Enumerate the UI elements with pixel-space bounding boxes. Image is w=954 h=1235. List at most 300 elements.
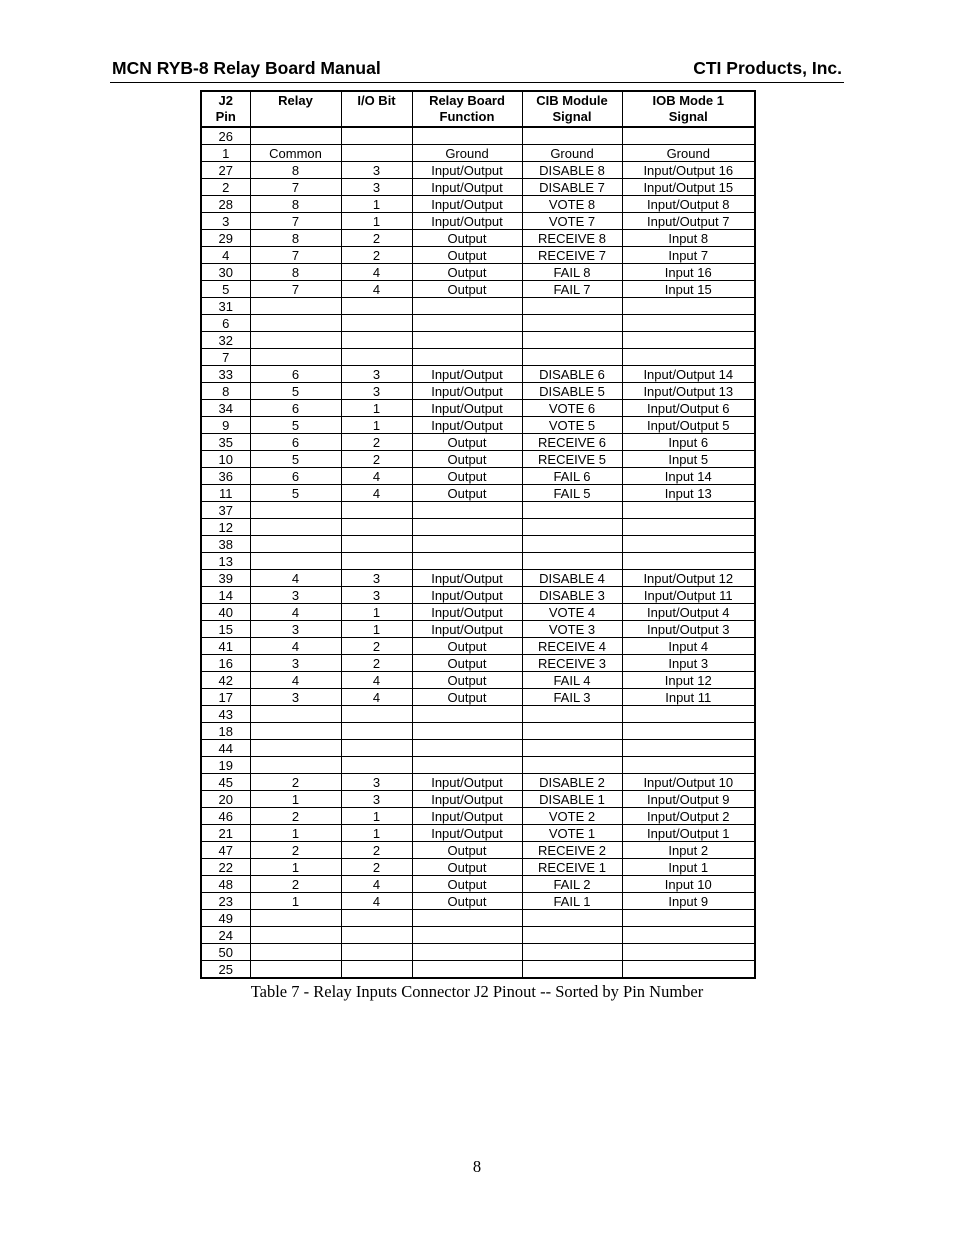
cell-iob-signal: Input 5 [622,451,755,468]
cell-function: Input/Output [412,570,522,587]
cell-j2-pin: 5 [201,281,250,298]
cell-j2-pin: 8 [201,383,250,400]
cell-relay: 3 [250,689,341,706]
cell-iob-signal: Input/Output 14 [622,366,755,383]
cell-iob-signal: Input 12 [622,672,755,689]
cell-function [412,944,522,961]
cell-j2-pin: 37 [201,502,250,519]
cell-io-bit [341,961,412,979]
cell-relay [250,706,341,723]
cell-relay: 6 [250,434,341,451]
cell-iob-signal [622,502,755,519]
cell-function [412,961,522,979]
table-row [201,349,755,366]
cell-function [412,127,522,145]
cell-j2-pin: 29 [201,230,250,247]
cell-function: Output [412,876,522,893]
cell-iob-signal: Input/Output 15 [622,179,755,196]
cell-relay [250,536,341,553]
table-row [201,570,755,587]
table-row [201,604,755,621]
cell-iob-signal [622,298,755,315]
col-header-cib-module-signal: CIB Module Signal [522,91,622,127]
cell-relay [250,944,341,961]
cell-relay: 1 [250,791,341,808]
cell-relay [250,910,341,927]
cell-j2-pin: 21 [201,825,250,842]
cell-cib-signal: RECEIVE 7 [522,247,622,264]
cell-io-bit [341,910,412,927]
table-row [201,196,755,213]
cell-cib-signal [522,706,622,723]
cell-j2-pin: 33 [201,366,250,383]
cell-io-bit [341,740,412,757]
table-row [201,264,755,281]
cell-relay [250,553,341,570]
cell-io-bit [341,519,412,536]
cell-relay: 7 [250,247,341,264]
table-row [201,162,755,179]
cell-iob-signal: Input 11 [622,689,755,706]
cell-iob-signal: Input/Output 10 [622,774,755,791]
cell-function [412,519,522,536]
cell-function: Input/Output [412,383,522,400]
cell-io-bit: 1 [341,621,412,638]
cell-function [412,927,522,944]
cell-function: Input/Output [412,621,522,638]
cell-cib-signal: RECEIVE 5 [522,451,622,468]
cell-cib-signal: RECEIVE 6 [522,434,622,451]
cell-io-bit: 2 [341,434,412,451]
col-header-io-bit: I/O Bit [341,91,412,127]
cell-io-bit [341,536,412,553]
cell-j2-pin: 34 [201,400,250,417]
cell-relay: 2 [250,774,341,791]
cell-relay: 8 [250,162,341,179]
cell-iob-signal [622,536,755,553]
cell-function [412,332,522,349]
table-row [201,315,755,332]
table-row [201,689,755,706]
cell-cib-signal: FAIL 6 [522,468,622,485]
cell-relay: 6 [250,366,341,383]
cell-io-bit [341,706,412,723]
company-name: CTI Products, Inc. [693,58,842,78]
cell-j2-pin: 28 [201,196,250,213]
cell-iob-signal: Input 4 [622,638,755,655]
cell-cib-signal: FAIL 4 [522,672,622,689]
cell-cib-signal: RECEIVE 3 [522,655,622,672]
cell-function [412,706,522,723]
cell-relay [250,927,341,944]
cell-cib-signal [522,944,622,961]
cell-cib-signal: VOTE 6 [522,400,622,417]
cell-function: Input/Output [412,417,522,434]
cell-j2-pin: 32 [201,332,250,349]
table-body [201,127,755,978]
table-row [201,808,755,825]
cell-io-bit: 3 [341,366,412,383]
cell-j2-pin: 48 [201,876,250,893]
cell-function: Ground [412,145,522,162]
cell-cib-signal: DISABLE 5 [522,383,622,400]
cell-iob-signal: Input 3 [622,655,755,672]
cell-iob-signal: Input 8 [622,230,755,247]
cell-j2-pin: 36 [201,468,250,485]
col-header-relay-board-function: Relay Board Function [412,91,522,127]
cell-iob-signal [622,706,755,723]
cell-j2-pin: 17 [201,689,250,706]
cell-iob-signal: Input/Output 3 [622,621,755,638]
cell-j2-pin: 41 [201,638,250,655]
cell-io-bit: 4 [341,264,412,281]
cell-function: Input/Output [412,791,522,808]
cell-io-bit: 3 [341,383,412,400]
cell-relay: 5 [250,485,341,502]
cell-j2-pin: 30 [201,264,250,281]
cell-io-bit [341,757,412,774]
cell-relay: 8 [250,230,341,247]
cell-function: Input/Output [412,366,522,383]
cell-cib-signal: Ground [522,145,622,162]
cell-function: Input/Output [412,196,522,213]
cell-cib-signal: FAIL 1 [522,893,622,910]
cell-function: Input/Output [412,774,522,791]
cell-cib-signal: VOTE 8 [522,196,622,213]
cell-function [412,553,522,570]
cell-relay: 6 [250,468,341,485]
cell-io-bit [341,553,412,570]
cell-cib-signal: FAIL 7 [522,281,622,298]
cell-iob-signal [622,553,755,570]
col-header-relay: Relay [250,91,341,127]
col-header-j2-pin: J2 Pin [201,91,250,127]
cell-io-bit: 3 [341,570,412,587]
cell-j2-pin: 11 [201,485,250,502]
cell-relay: 4 [250,672,341,689]
page-header [110,56,844,83]
cell-relay: Common [250,145,341,162]
cell-relay: 8 [250,196,341,213]
cell-function: Input/Output [412,213,522,230]
cell-cib-signal [522,553,622,570]
cell-cib-signal [522,961,622,979]
cell-function [412,298,522,315]
cell-io-bit: 4 [341,893,412,910]
cell-function: Output [412,451,522,468]
cell-j2-pin: 15 [201,621,250,638]
cell-cib-signal: RECEIVE 4 [522,638,622,655]
cell-function: Input/Output [412,400,522,417]
cell-cib-signal: DISABLE 6 [522,366,622,383]
cell-io-bit [341,927,412,944]
cell-iob-signal: Ground [622,145,755,162]
cell-cib-signal [522,757,622,774]
cell-relay: 4 [250,570,341,587]
cell-function: Output [412,468,522,485]
cell-io-bit: 1 [341,196,412,213]
cell-cib-signal [522,127,622,145]
table-row [201,842,755,859]
cell-j2-pin: 4 [201,247,250,264]
table-row [201,230,755,247]
table-row [201,519,755,536]
manual-title: MCN RYB-8 Relay Board Manual [112,58,381,78]
table-row [201,723,755,740]
table-row [201,366,755,383]
table-row [201,859,755,876]
cell-relay: 7 [250,281,341,298]
cell-function: Input/Output [412,604,522,621]
cell-j2-pin: 45 [201,774,250,791]
cell-relay [250,961,341,979]
cell-iob-signal: Input/Output 11 [622,587,755,604]
cell-relay [250,740,341,757]
cell-cib-signal: VOTE 5 [522,417,622,434]
cell-j2-pin: 19 [201,757,250,774]
cell-cib-signal: FAIL 2 [522,876,622,893]
cell-iob-signal: Input 9 [622,893,755,910]
cell-function: Output [412,842,522,859]
cell-io-bit: 1 [341,400,412,417]
cell-iob-signal: Input 6 [622,434,755,451]
cell-io-bit: 1 [341,604,412,621]
cell-iob-signal: Input/Output 16 [622,162,755,179]
cell-j2-pin: 14 [201,587,250,604]
cell-cib-signal: VOTE 2 [522,808,622,825]
cell-iob-signal [622,944,755,961]
cell-relay: 3 [250,621,341,638]
cell-iob-signal: Input/Output 7 [622,213,755,230]
table-row [201,536,755,553]
cell-io-bit: 2 [341,655,412,672]
cell-iob-signal [622,927,755,944]
cell-function: Output [412,859,522,876]
cell-iob-signal [622,740,755,757]
cell-io-bit: 2 [341,842,412,859]
cell-io-bit: 2 [341,230,412,247]
table-row [201,213,755,230]
cell-cib-signal [522,502,622,519]
cell-iob-signal [622,519,755,536]
cell-io-bit [341,127,412,145]
cell-iob-signal: Input/Output 9 [622,791,755,808]
cell-relay: 1 [250,825,341,842]
cell-cib-signal [522,519,622,536]
cell-iob-signal: Input 15 [622,281,755,298]
cell-iob-signal: Input 13 [622,485,755,502]
cell-function: Output [412,638,522,655]
cell-cib-signal: VOTE 7 [522,213,622,230]
cell-io-bit: 4 [341,468,412,485]
cell-io-bit [341,723,412,740]
cell-j2-pin: 42 [201,672,250,689]
table-row [201,910,755,927]
cell-iob-signal [622,961,755,979]
cell-j2-pin: 9 [201,417,250,434]
cell-relay [250,757,341,774]
cell-cib-signal: RECEIVE 2 [522,842,622,859]
cell-cib-signal [522,740,622,757]
cell-io-bit: 2 [341,638,412,655]
cell-relay: 4 [250,604,341,621]
cell-iob-signal [622,349,755,366]
cell-io-bit: 1 [341,213,412,230]
table-caption: Table 7 - Relay Inputs Connector J2 Pinout -- Sorted by Pin Number [250,982,704,1001]
cell-j2-pin: 43 [201,706,250,723]
cell-function [412,349,522,366]
cell-io-bit: 4 [341,689,412,706]
cell-j2-pin: 49 [201,910,250,927]
cell-relay [250,298,341,315]
cell-j2-pin: 6 [201,315,250,332]
cell-j2-pin: 25 [201,961,250,979]
cell-cib-signal: VOTE 1 [522,825,622,842]
cell-io-bit [341,315,412,332]
cell-j2-pin: 22 [201,859,250,876]
cell-j2-pin: 47 [201,842,250,859]
cell-iob-signal: Input/Output 5 [622,417,755,434]
cell-function: Input/Output [412,825,522,842]
cell-function: Output [412,434,522,451]
cell-j2-pin: 50 [201,944,250,961]
cell-iob-signal: Input/Output 8 [622,196,755,213]
cell-io-bit [341,332,412,349]
cell-j2-pin: 7 [201,349,250,366]
cell-function: Output [412,672,522,689]
cell-iob-signal: Input 10 [622,876,755,893]
table-header-row [201,91,755,127]
cell-relay: 4 [250,638,341,655]
table-row [201,383,755,400]
cell-iob-signal: Input/Output 6 [622,400,755,417]
cell-io-bit: 3 [341,162,412,179]
cell-cib-signal [522,298,622,315]
cell-relay: 1 [250,893,341,910]
cell-j2-pin: 13 [201,553,250,570]
cell-cib-signal: DISABLE 4 [522,570,622,587]
cell-iob-signal: Input/Output 4 [622,604,755,621]
table-row [201,417,755,434]
cell-cib-signal: DISABLE 7 [522,179,622,196]
cell-j2-pin: 3 [201,213,250,230]
cell-relay [250,519,341,536]
cell-j2-pin: 12 [201,519,250,536]
cell-relay [250,723,341,740]
page-number: 8 [472,1157,482,1176]
cell-function: Output [412,230,522,247]
table-row [201,927,755,944]
cell-function [412,536,522,553]
cell-io-bit: 1 [341,825,412,842]
cell-io-bit: 1 [341,808,412,825]
cell-iob-signal: Input/Output 13 [622,383,755,400]
cell-relay: 7 [250,179,341,196]
cell-io-bit: 2 [341,859,412,876]
cell-io-bit: 2 [341,451,412,468]
cell-io-bit: 4 [341,281,412,298]
cell-cib-signal: DISABLE 1 [522,791,622,808]
table-row [201,791,755,808]
table-row [201,179,755,196]
pinout-table [200,90,756,979]
cell-io-bit: 4 [341,672,412,689]
cell-cib-signal [522,723,622,740]
cell-j2-pin: 16 [201,655,250,672]
table-row [201,434,755,451]
cell-relay [250,349,341,366]
cell-cib-signal [522,349,622,366]
cell-j2-pin: 40 [201,604,250,621]
cell-iob-signal [622,723,755,740]
cell-io-bit [341,944,412,961]
table-row [201,451,755,468]
table-row [201,672,755,689]
cell-iob-signal: Input 16 [622,264,755,281]
cell-function [412,757,522,774]
cell-iob-signal [622,332,755,349]
table-row [201,944,755,961]
cell-j2-pin: 18 [201,723,250,740]
table-row [201,332,755,349]
cell-cib-signal: VOTE 4 [522,604,622,621]
cell-iob-signal: Input/Output 1 [622,825,755,842]
col-header-iob-mode1-signal: IOB Mode 1 Signal [622,91,755,127]
cell-j2-pin: 46 [201,808,250,825]
table-row [201,774,755,791]
table-row [201,400,755,417]
cell-iob-signal: Input/Output 12 [622,570,755,587]
table-row [201,281,755,298]
cell-function [412,740,522,757]
cell-io-bit [341,349,412,366]
cell-iob-signal: Input 2 [622,842,755,859]
cell-relay: 5 [250,383,341,400]
cell-function [412,315,522,332]
cell-function: Input/Output [412,162,522,179]
cell-function: Output [412,485,522,502]
cell-iob-signal: Input 1 [622,859,755,876]
cell-relay: 5 [250,451,341,468]
table-row [201,468,755,485]
cell-function: Input/Output [412,808,522,825]
table-row [201,825,755,842]
table-row [201,485,755,502]
cell-relay: 7 [250,213,341,230]
cell-function: Output [412,689,522,706]
cell-iob-signal: Input 7 [622,247,755,264]
table-row [201,893,755,910]
table-row [201,757,755,774]
cell-relay: 1 [250,859,341,876]
cell-io-bit: 4 [341,485,412,502]
cell-cib-signal: FAIL 3 [522,689,622,706]
cell-function [412,502,522,519]
cell-cib-signal [522,332,622,349]
cell-relay [250,332,341,349]
cell-cib-signal: DISABLE 3 [522,587,622,604]
cell-io-bit: 3 [341,774,412,791]
cell-io-bit: 3 [341,791,412,808]
cell-function [412,910,522,927]
cell-function [412,723,522,740]
cell-function: Input/Output [412,179,522,196]
table-row [201,587,755,604]
cell-j2-pin: 44 [201,740,250,757]
cell-relay: 6 [250,400,341,417]
cell-j2-pin: 39 [201,570,250,587]
table-row [201,655,755,672]
